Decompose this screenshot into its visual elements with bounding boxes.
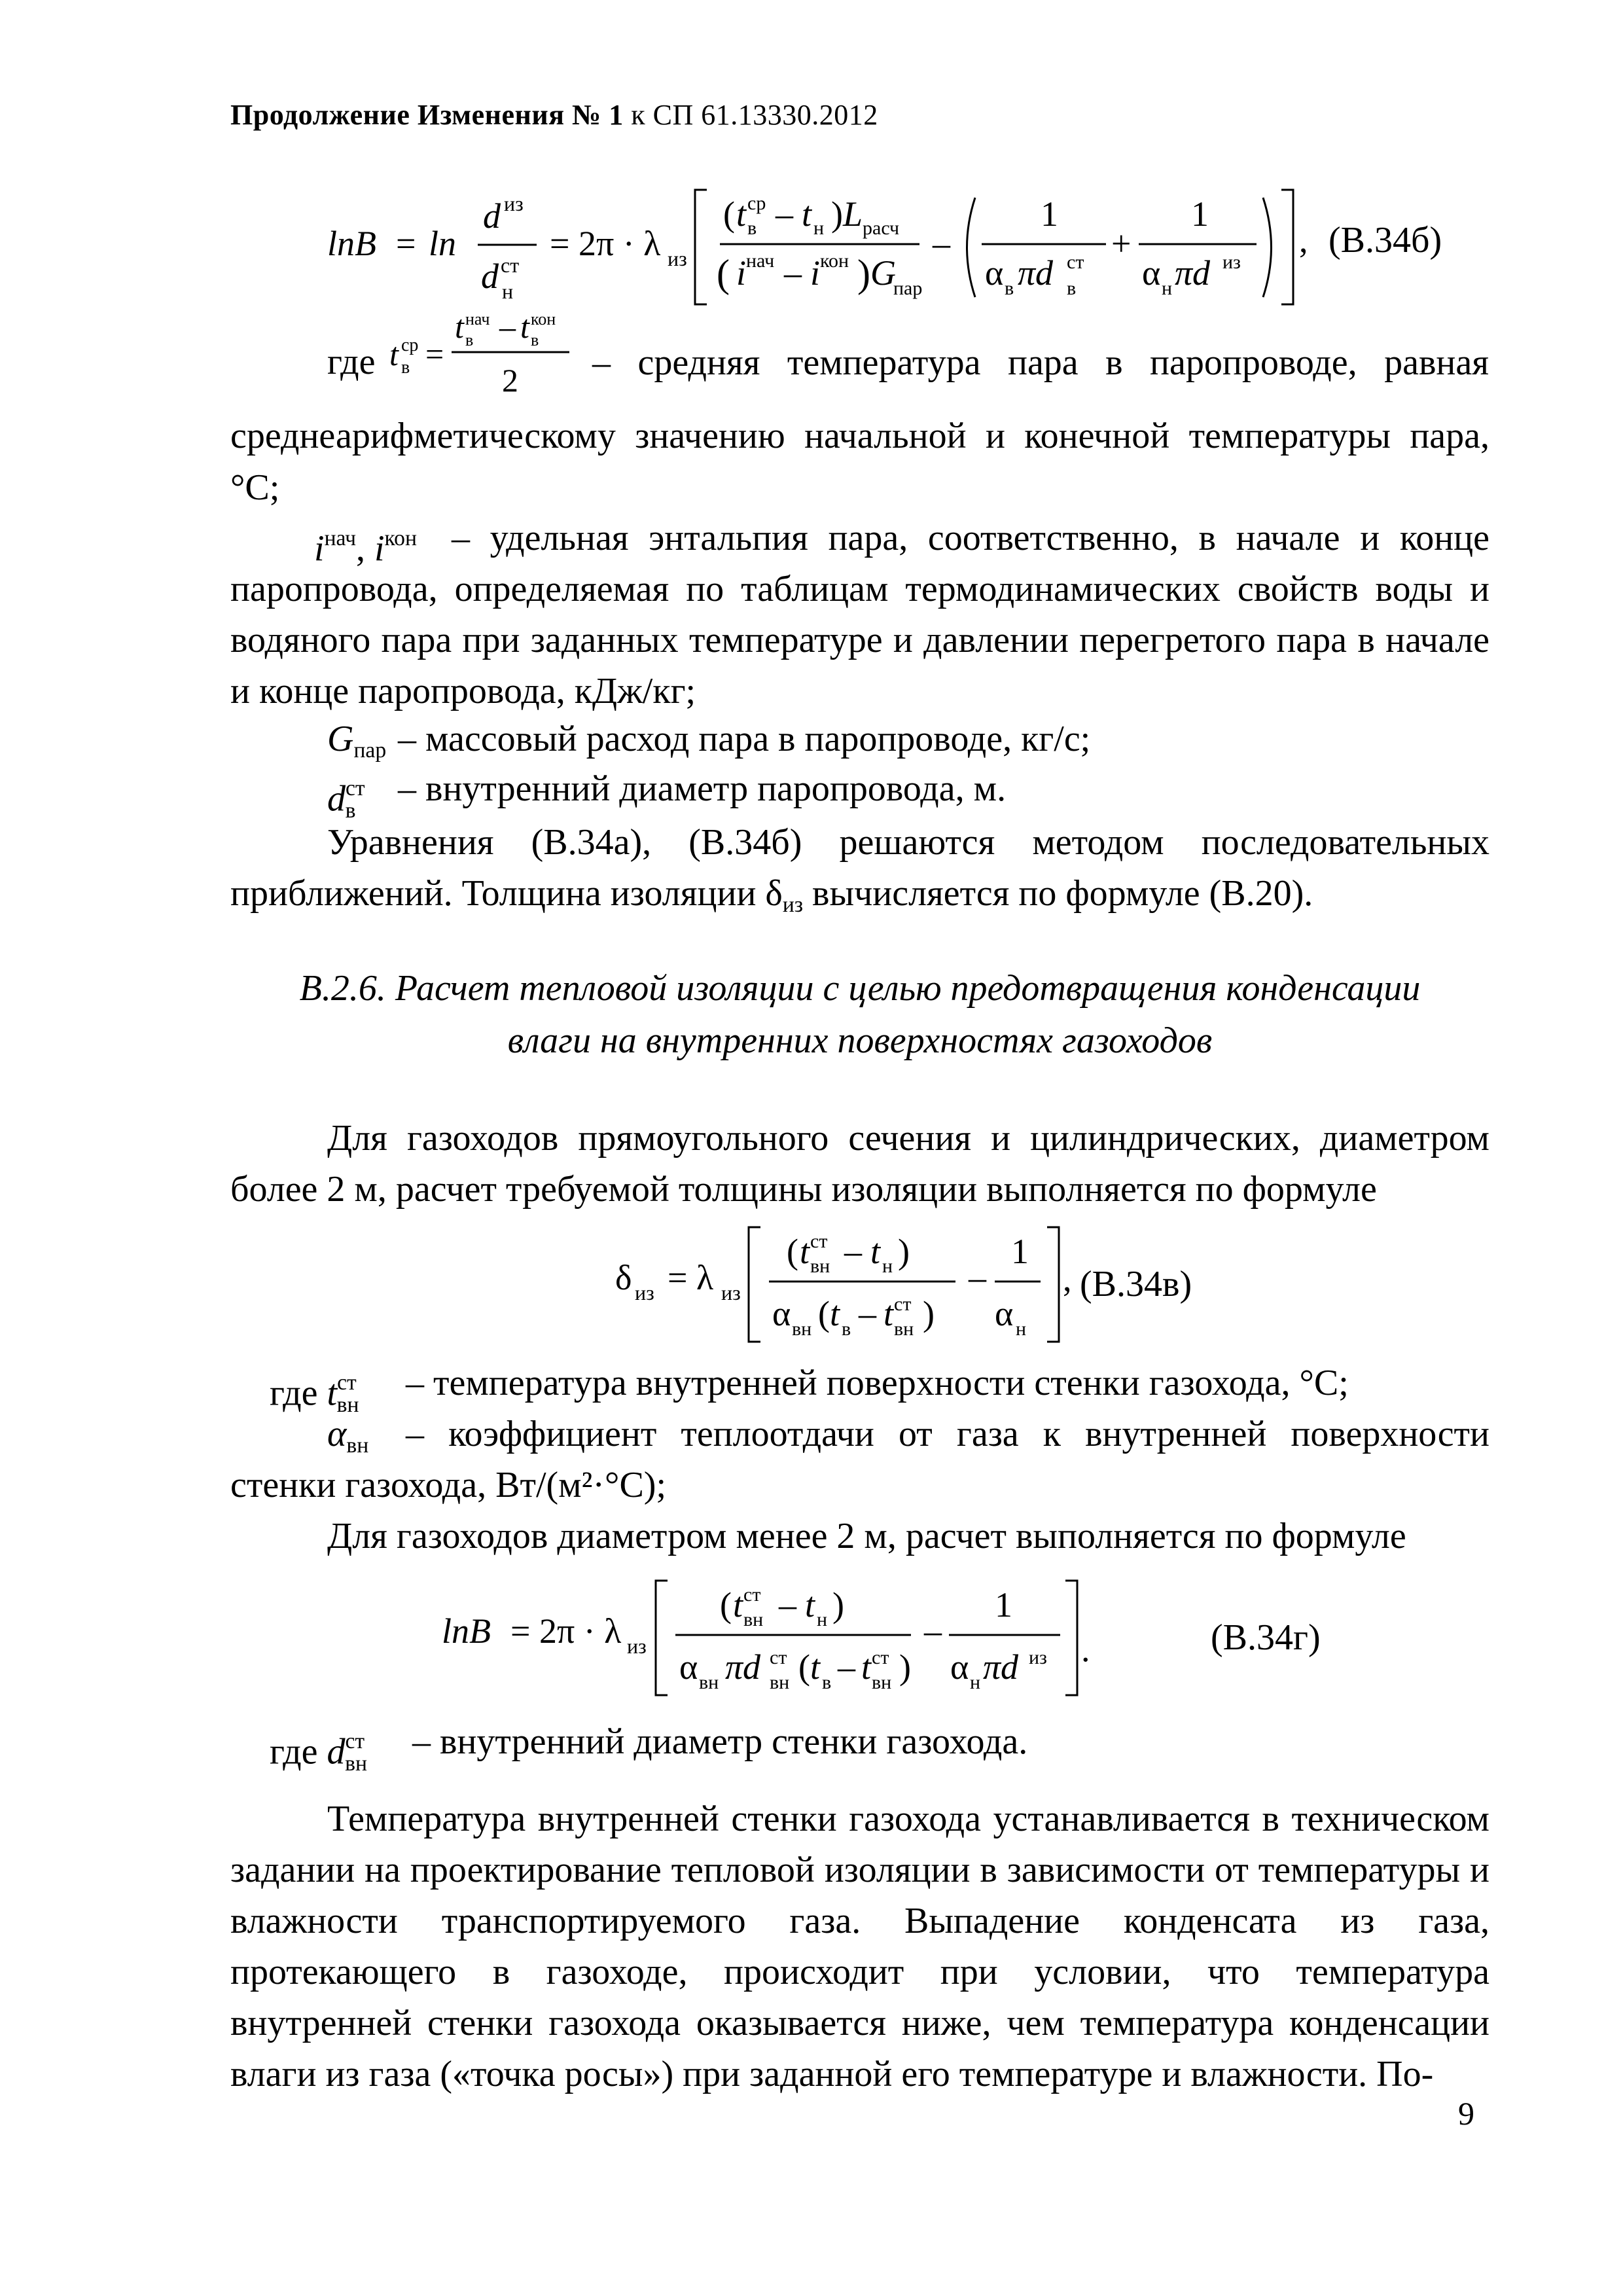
svg-text:): )	[923, 1294, 935, 1333]
svg-text:t: t	[805, 1585, 815, 1624]
svg-text:нач: нач	[746, 250, 775, 272]
svg-text:1: 1	[1011, 1232, 1029, 1271]
def2-t-desc: – температура внутренней поверхности стенки газохода, °С;	[406, 1363, 1349, 1403]
svg-text:t: t	[800, 1232, 810, 1271]
def-d-symbol: $d^{ст}_в$	[327, 776, 365, 823]
paragraph-2: Для газоходов прямоугольного сечения и цилиндрических, диаметром более 2 м, расчет требуемой толщины изоляции выполняется по формуле	[230, 1118, 1489, 1210]
svg-text:ср: ср	[747, 192, 766, 214]
svg-text:ст: ст	[743, 1584, 761, 1605]
svg-text:в: в	[822, 1672, 832, 1693]
svg-text:): )	[898, 1232, 910, 1271]
svg-text:t: t	[861, 1647, 872, 1687]
def2-alpha-symbol: $\alpha_{вн}$	[327, 1414, 369, 1458]
def3-where: где $d^{ст}_{вн}$	[270, 1729, 367, 1776]
svg-text:α: α	[679, 1647, 698, 1687]
equation-number-b34b: (В.34б)	[1329, 220, 1442, 260]
svg-text:–: –	[776, 194, 793, 234]
svg-text:ln: ln	[429, 224, 457, 263]
svg-text:α: α	[995, 1294, 1014, 1333]
svg-text:= 2π · λ: = 2π · λ	[550, 224, 661, 263]
svg-text:н: н	[1162, 278, 1173, 299]
svg-text:= λ: = λ	[668, 1258, 714, 1297]
svg-text:н: н	[502, 279, 514, 303]
svg-text:δ: δ	[615, 1258, 632, 1297]
svg-text:–: –	[933, 224, 950, 263]
svg-text:в: в	[747, 217, 757, 239]
svg-text:2: 2	[502, 362, 518, 399]
svg-text:1: 1	[995, 1585, 1012, 1624]
svg-text:lnB: lnB	[442, 1611, 491, 1651]
svg-text:из: из	[721, 1281, 741, 1304]
def-i-desc: – удельная энтальпия пара, соответственно, в начале и конце	[452, 518, 1489, 558]
def-i-cont: паропровода, определяемая по таблицам термодинамических свойств воды и водяного пара при заданных температуре и давлении перегретого пара в начале и конце паропровода, кДж/кг;	[230, 569, 1489, 711]
svg-text:lnB: lnB	[327, 224, 376, 263]
svg-text:(: (	[798, 1647, 810, 1687]
svg-text:+: +	[1111, 224, 1132, 263]
page-header	[230, 98, 878, 132]
svg-text:t: t	[830, 1294, 840, 1333]
svg-text:вн: вн	[743, 1609, 764, 1630]
svg-text:t: t	[520, 308, 529, 345]
svg-text:из: из	[1222, 251, 1241, 273]
equation-number-b34g: (В.34г)	[1211, 1617, 1321, 1658]
svg-text:вн: вн	[810, 1255, 830, 1277]
svg-text:d: d	[481, 257, 499, 296]
svg-text:из: из	[635, 1281, 654, 1304]
svg-text:из: из	[668, 247, 687, 270]
page-number: 9	[1458, 2095, 1474, 2132]
svg-text:ст: ст	[894, 1293, 912, 1315]
svg-text:i: i	[810, 253, 821, 293]
svg-text:из: из	[504, 192, 524, 215]
def-tavg-where: где	[327, 342, 376, 382]
svg-text:=: =	[425, 336, 444, 372]
svg-text:(: (	[818, 1294, 830, 1333]
svg-text:н: н	[817, 1609, 828, 1630]
svg-text:= 2π · λ: = 2π · λ	[510, 1611, 622, 1651]
svg-text:α: α	[950, 1647, 969, 1687]
svg-text:α: α	[985, 253, 1004, 293]
svg-text:–: –	[844, 1232, 862, 1271]
equation-number-b34v: (В.34в)	[1080, 1264, 1192, 1304]
svg-text:вн: вн	[699, 1672, 719, 1693]
def2-alpha-desc: – коэффициент теплоотдачи от газа к внутренней поверхности	[406, 1414, 1489, 1454]
paragraph-1-text: Уравнения (В.34а), (В.34б) решаются методом последовательных приближений. Толщина изоляции δ	[230, 822, 1489, 914]
svg-text:): )	[899, 1647, 911, 1687]
svg-text:из: из	[1029, 1647, 1047, 1668]
def-g-symbol: $G_{пар}$	[327, 719, 387, 763]
svg-text:πd: πd	[1175, 253, 1211, 293]
svg-text:t: t	[733, 1585, 743, 1624]
svg-text:(: (	[723, 194, 735, 234]
svg-text:G: G	[870, 253, 896, 293]
svg-text:πd: πd	[983, 1647, 1019, 1687]
svg-text:): )	[831, 194, 843, 234]
svg-text:в: в	[842, 1318, 851, 1340]
paragraph-1	[230, 817, 1489, 931]
svg-text:вн: вн	[792, 1318, 812, 1340]
svg-text:,: ,	[1063, 1259, 1072, 1299]
def-d-desc: – внутренний диаметр паропровода, м.	[398, 768, 1007, 809]
svg-text:,: ,	[1299, 221, 1308, 260]
paragraph-1-tail: вычисляется по формуле (В.20).	[803, 873, 1313, 914]
def-tavg-desc: – средняя температура пара в паропроводе, равная	[592, 342, 1489, 383]
svg-text:кон: кон	[531, 310, 556, 329]
section-title-line-1: В.2.6. Расчет тепловой изоляции с целью предотвращения конденсации	[299, 968, 1421, 1009]
svg-text:н: н	[813, 217, 825, 239]
svg-text:(: (	[717, 252, 730, 295]
formula-b34g	[432, 1571, 1090, 1702]
section-title-line-2: влаги на внутренних поверхностях газоходов	[507, 1020, 1213, 1061]
def2-where: где $t^{ст}_{вн}$	[270, 1371, 359, 1417]
svg-text:н: н	[970, 1672, 981, 1693]
paragraph-1-sub: из	[782, 893, 804, 918]
paragraph-4: Температура внутренней стенки газохода устанавливается в техническом задании на проектирование тепловой изоляции в зависимости от температуры и влажности транспортируемого газа. Выпадение конденсата из газа, протекающего в газоходе, происходит при условии, что температура внутренней стенки газохода оказывается ниже, чем температура конденсации влаги из газа («точка росы») при заданной его температуре и влажности. По-	[230, 1799, 1489, 2094]
svg-text:вн: вн	[770, 1672, 790, 1693]
svg-text:ср: ср	[401, 335, 419, 355]
svg-text:1: 1	[1191, 194, 1209, 234]
svg-text:=: =	[396, 224, 416, 263]
svg-text:–: –	[779, 1585, 796, 1624]
svg-text:t: t	[455, 308, 464, 345]
def2-alpha-cont: стенки газохода, Вт/(м²·°С);	[230, 1465, 667, 1505]
svg-text:(: (	[720, 1585, 732, 1624]
svg-text:–: –	[784, 253, 802, 293]
svg-text:t: t	[802, 194, 812, 234]
svg-text:ст: ст	[1067, 251, 1084, 273]
svg-text:в: в	[531, 331, 539, 350]
header-bold: Продолжение Изменения № 1	[230, 99, 624, 131]
svg-text:(: (	[787, 1232, 798, 1271]
def3-d-desc: – внутренний диаметр стенки газохода.	[412, 1721, 1028, 1762]
svg-text:): )	[832, 1585, 844, 1624]
svg-text:вн: вн	[872, 1672, 892, 1693]
svg-text:–: –	[969, 1258, 986, 1297]
svg-text:вн: вн	[894, 1318, 914, 1340]
svg-text:–: –	[499, 308, 516, 345]
formula-b34b	[314, 177, 1309, 321]
svg-text:ст: ст	[501, 253, 520, 277]
svg-text:L: L	[843, 194, 863, 234]
svg-text:): )	[857, 252, 870, 295]
svg-text:t: t	[736, 194, 747, 234]
def-tavg-unit: °С;	[230, 467, 280, 508]
svg-text:–: –	[924, 1611, 942, 1651]
svg-text:πd: πd	[725, 1647, 761, 1687]
svg-text:кон: кон	[820, 250, 849, 272]
svg-text:t: t	[870, 1232, 881, 1271]
svg-text:–: –	[859, 1294, 876, 1333]
svg-text:в: в	[465, 331, 474, 350]
def-tavg-cont: среднеарифметическому значению начальной и конечной температуры пара,	[230, 416, 1489, 456]
svg-text:ст: ст	[872, 1647, 889, 1668]
formula-tavg	[389, 308, 586, 406]
svg-text:пар: пар	[893, 278, 923, 299]
svg-text:α: α	[1142, 253, 1161, 293]
svg-text:нач: нач	[465, 310, 490, 329]
svg-text:–: –	[838, 1647, 855, 1687]
svg-text:из: из	[627, 1634, 647, 1658]
formula-b34v	[615, 1217, 1073, 1348]
header-normal: к СП 61.13330.2012	[623, 99, 878, 131]
svg-text:ст: ст	[770, 1647, 787, 1668]
svg-text:в: в	[1067, 278, 1077, 299]
svg-text:t: t	[883, 1294, 894, 1333]
svg-text:d: d	[483, 196, 501, 236]
svg-text:α: α	[772, 1294, 791, 1333]
svg-text:.: .	[1081, 1630, 1090, 1669]
svg-text:i: i	[736, 253, 747, 293]
def-i-symbols: $i^{нач}$, $i^{кон}$	[314, 526, 417, 569]
svg-text:н: н	[1016, 1318, 1027, 1340]
svg-text:1: 1	[1041, 194, 1058, 234]
paragraph-3: Для газоходов диаметром менее 2 м, расчет выполняется по формуле	[327, 1516, 1406, 1556]
def-g-desc: – массовый расход пара в паропроводе, кг/с;	[398, 719, 1091, 759]
svg-text:в: в	[1005, 278, 1014, 299]
svg-text:ст: ст	[810, 1230, 828, 1252]
svg-text:t: t	[810, 1647, 821, 1687]
svg-text:н: н	[882, 1255, 893, 1277]
svg-text:πd: πd	[1018, 253, 1054, 293]
svg-text:в: в	[401, 357, 410, 378]
svg-text:t: t	[389, 336, 399, 372]
svg-text:расч: расч	[863, 217, 900, 239]
